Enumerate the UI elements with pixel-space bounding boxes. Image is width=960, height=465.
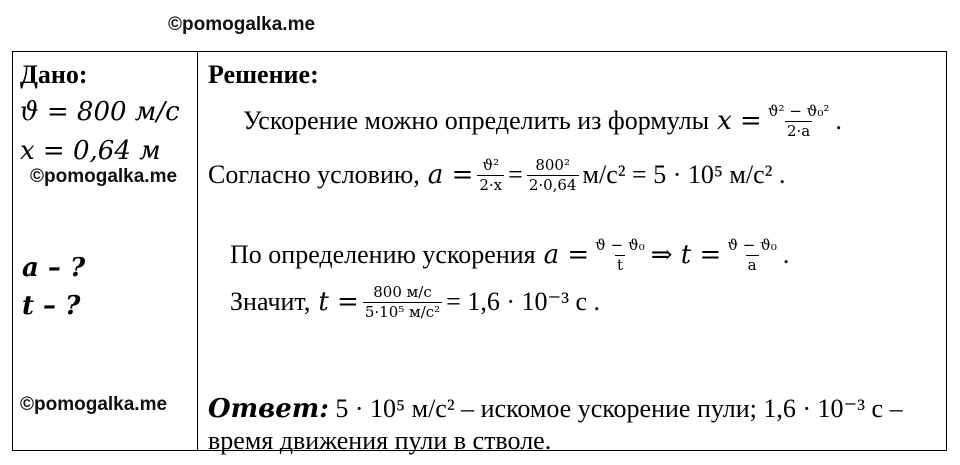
line4-result: = 1,6 · 10⁻³ с . <box>446 287 601 316</box>
answer-line-1 <box>208 396 903 422</box>
line3-text: По определению ускорения <box>230 240 536 269</box>
given-speed: ϑ = 800 м/с <box>20 97 180 127</box>
line1-text: Ускорение можно определить из формулы <box>243 106 710 135</box>
line3-fraction-2 <box>725 235 779 274</box>
line3-end: . <box>782 240 790 269</box>
solution-line-1 <box>243 94 842 148</box>
line3-fraction-1-num: ϑ − ϑ₀ <box>595 235 645 254</box>
answer-text-1: 5 · 10⁵ м/с² – искомое ускорение пули; 1,6 · 10⁻³ с – <box>335 394 903 423</box>
line4-fraction-den: 5·10⁵ м/с² <box>364 302 441 321</box>
line3-arrow: ⇒ t = <box>650 240 722 270</box>
line1-fraction <box>766 101 832 140</box>
answer-label: Ответ: <box>208 394 329 424</box>
line2-fraction-1-num: ϑ² <box>482 155 500 174</box>
line1-var: x = <box>717 106 762 136</box>
line1-fraction-num: ϑ² − ϑ₀² <box>767 101 830 120</box>
line3-var: a = <box>543 240 590 270</box>
line2-fraction-1-den: 2·x <box>479 175 503 194</box>
line3-fraction-1 <box>593 235 647 274</box>
solution-header: Решение: <box>208 60 319 89</box>
line2-fraction-2 <box>527 155 579 194</box>
given-length: x = 0,64 м <box>20 136 161 166</box>
line2-fraction-2-num: 800² <box>535 155 570 174</box>
line3-fraction-2-den: a <box>747 255 757 274</box>
line2-fraction-1 <box>477 155 504 194</box>
line1-end: . <box>835 106 842 135</box>
line3-fraction-1-den: t <box>616 255 623 274</box>
unknown-time: t – ? <box>22 291 81 321</box>
column-divider <box>197 51 198 451</box>
watermark-bottom: ©pomogalka.me <box>20 394 168 415</box>
line4-fraction-num: 800 м/с <box>373 282 432 301</box>
line2-fraction-2-den: 2·0,64 <box>528 175 577 194</box>
line2-var: a = <box>427 160 474 190</box>
watermark-top: ©pomogalka.me <box>168 14 316 35</box>
line4-fraction <box>363 282 442 321</box>
line4-text: Значит, <box>230 287 311 316</box>
solution-line-3 <box>230 228 789 282</box>
given-header: Дано: <box>20 60 88 89</box>
solution-line-4 <box>230 275 600 329</box>
line3-fraction-2-num: ϑ − ϑ₀ <box>727 235 777 254</box>
line2-equals: = <box>508 160 523 189</box>
solution-line-2 <box>208 148 785 202</box>
line1-fraction-den: 2·a <box>786 121 811 140</box>
line2-text: Согласно условию, <box>208 160 420 189</box>
line4-var: t = <box>318 287 359 317</box>
answer-line-2: время движения пули в стволе. <box>208 426 552 455</box>
unknown-acceleration: a – ? <box>22 253 86 283</box>
watermark-left: ©pomogalka.me <box>30 166 178 187</box>
line2-result: м/с² = 5 · 10⁵ м/с² . <box>582 160 786 189</box>
